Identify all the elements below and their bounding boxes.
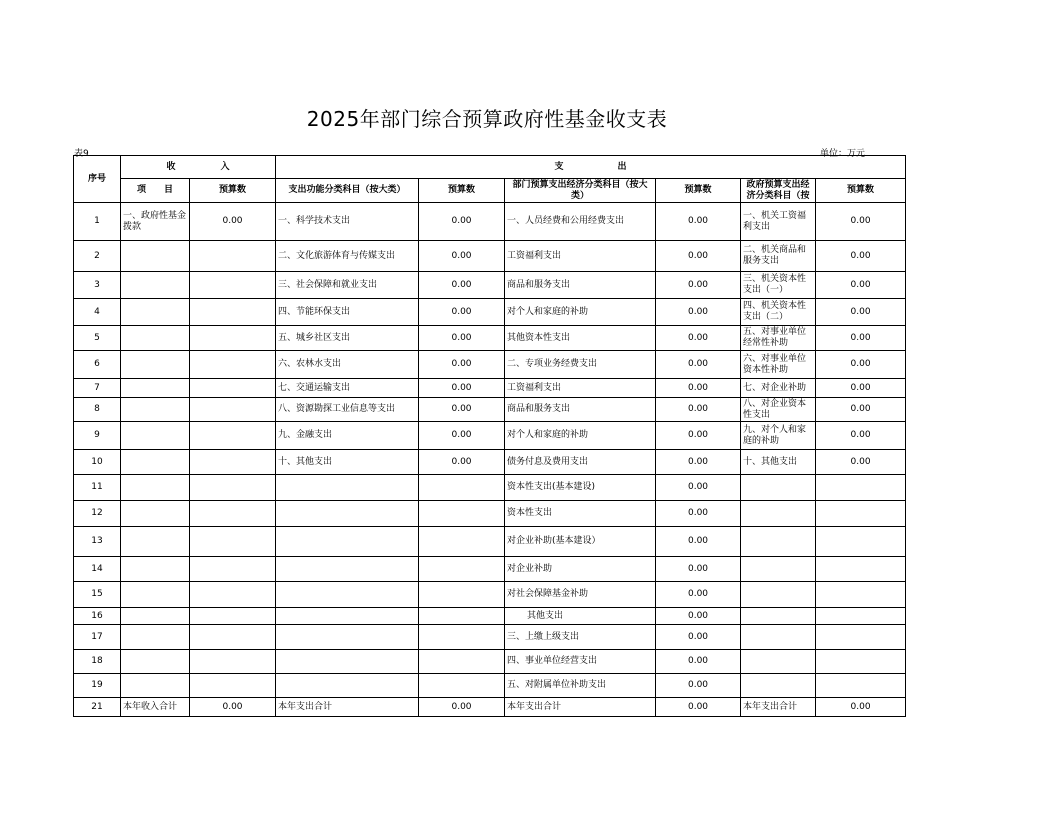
seq-cell: 1 [74, 203, 121, 241]
gov-item-cell [741, 527, 816, 557]
func-item-cell: 九、金融支出 [276, 422, 419, 450]
dept-amount-cell: 0.00 [656, 241, 741, 272]
table-row [74, 398, 906, 422]
income-item-cell [121, 299, 190, 326]
dept-amount-cell: 0.00 [656, 650, 741, 674]
dept-item-cell: 三、上缴上级支出 [505, 625, 656, 650]
func-item-cell [276, 608, 419, 625]
gov-amount-cell [816, 501, 906, 527]
table-row [74, 527, 906, 557]
income-amount-cell [190, 379, 276, 398]
dept-amount-cell: 0.00 [656, 398, 741, 422]
gov-item-cell: 二、机关商品和服务支出 [741, 241, 816, 272]
dept-amount-cell: 0.00 [656, 625, 741, 650]
income-amount-cell [190, 650, 276, 674]
income-item-cell [121, 398, 190, 422]
dept-item-cell: 工资福利支出 [505, 241, 656, 272]
func-item-cell [276, 501, 419, 527]
gov-amount-cell [816, 625, 906, 650]
func-item-cell [276, 475, 419, 501]
table-row [74, 351, 906, 379]
budget-table [73, 155, 906, 717]
table-row [74, 299, 906, 326]
income-amount-cell [190, 625, 276, 650]
seq-cell: 15 [74, 582, 121, 608]
income-item-cell [121, 674, 190, 698]
table-row [74, 608, 906, 625]
table-row [74, 557, 906, 582]
seq-cell: 5 [74, 326, 121, 351]
gov-amount-cell [816, 608, 906, 625]
dept-item-cell: 四、事业单位经营支出 [505, 650, 656, 674]
gov-amount-cell: 0.00 [816, 422, 906, 450]
table-row [74, 698, 906, 717]
gov-item-cell: 八、对企业资本性支出 [741, 398, 816, 422]
func-amount-cell: 0.00 [419, 422, 505, 450]
seq-cell: 17 [74, 625, 121, 650]
gov-amount-cell: 0.00 [816, 326, 906, 351]
gov-item-cell: 十、其他支出 [741, 450, 816, 475]
income-amount-cell [190, 608, 276, 625]
income-amount-cell [190, 501, 276, 527]
func-amount-cell [419, 475, 505, 501]
func-class-header: 支出功能分类科目（按大类） [276, 179, 419, 203]
table-row [74, 422, 906, 450]
seq-cell: 7 [74, 379, 121, 398]
gov-amount-cell [816, 475, 906, 501]
income-item-cell [121, 351, 190, 379]
func-amount-cell: 0.00 [419, 398, 505, 422]
gov-item-cell: 四、机关资本性支出（二） [741, 299, 816, 326]
income-item-cell [121, 379, 190, 398]
dept-item-cell: 资本性支出 [505, 501, 656, 527]
func-item-cell: 本年支出合计 [276, 698, 419, 717]
func-amount-cell: 0.00 [419, 241, 505, 272]
func-item-cell: 一、科学技术支出 [276, 203, 419, 241]
gov-amount-cell: 0.00 [816, 299, 906, 326]
table-row [74, 379, 906, 398]
gov-amount-cell [816, 527, 906, 557]
func-budget-header: 预算数 [419, 179, 505, 203]
dept-amount-cell: 0.00 [656, 527, 741, 557]
func-item-cell: 二、文化旅游体育与传媒支出 [276, 241, 419, 272]
unit-label: 单位：万元 [820, 149, 866, 159]
income-item-cell [121, 326, 190, 351]
dept-amount-cell: 0.00 [656, 608, 741, 625]
dept-item-cell: 债务付息及费用支出 [505, 450, 656, 475]
seq-cell: 3 [74, 272, 121, 299]
income-amount-cell [190, 272, 276, 299]
dept-budget-header: 预算数 [656, 179, 741, 203]
gov-item-cell: 六、对事业单位资本性补助 [741, 351, 816, 379]
dept-item-cell: 对企业补助(基本建设） [505, 527, 656, 557]
income-amount-cell [190, 326, 276, 351]
dept-econ-header: 部门预算支出经济分类科目（按大类） [505, 179, 656, 203]
income-item-cell [121, 422, 190, 450]
income-item-cell [121, 608, 190, 625]
seq-cell: 4 [74, 299, 121, 326]
income-item-cell: 本年收入合计 [121, 698, 190, 717]
income-item-cell [121, 625, 190, 650]
income-item-cell [121, 241, 190, 272]
income-amount-cell [190, 674, 276, 698]
gov-item-cell: 九、对个人和家庭的补助 [741, 422, 816, 450]
income-item-cell [121, 501, 190, 527]
dept-amount-cell: 0.00 [656, 557, 741, 582]
func-item-cell [276, 625, 419, 650]
gov-amount-cell: 0.00 [816, 379, 906, 398]
expense-group-header: 支 出 [276, 156, 906, 179]
gov-amount-cell: 0.00 [816, 398, 906, 422]
table-row [74, 241, 906, 272]
dept-item-cell: 二、专项业务经费支出 [505, 351, 656, 379]
dept-item-cell: 资本性支出(基本建设) [505, 475, 656, 501]
dept-item-cell: 一、人员经费和公用经费支出 [505, 203, 656, 241]
gov-amount-cell [816, 650, 906, 674]
func-amount-cell: 0.00 [419, 299, 505, 326]
dept-item-cell: 商品和服务支出 [505, 272, 656, 299]
gov-item-cell: 本年支出合计 [741, 698, 816, 717]
func-item-cell: 五、城乡社区支出 [276, 326, 419, 351]
dept-amount-cell: 0.00 [656, 698, 741, 717]
table-row [74, 450, 906, 475]
income-budget-header: 预算数 [190, 179, 276, 203]
gov-amount-cell: 0.00 [816, 450, 906, 475]
gov-item-cell [741, 557, 816, 582]
func-amount-cell: 0.00 [419, 272, 505, 299]
table-row [74, 326, 906, 351]
gov-item-cell: 五、对事业单位经常性补助 [741, 326, 816, 351]
income-amount-cell [190, 582, 276, 608]
dept-item-cell: 其他支出 [505, 608, 656, 625]
dept-amount-cell: 0.00 [656, 674, 741, 698]
income-group-header: 收 入 [121, 156, 276, 179]
seq-cell: 13 [74, 527, 121, 557]
func-amount-cell [419, 527, 505, 557]
func-amount-cell [419, 650, 505, 674]
seq-cell: 6 [74, 351, 121, 379]
func-item-cell: 七、交通运输支出 [276, 379, 419, 398]
seq-cell: 10 [74, 450, 121, 475]
dept-amount-cell: 0.00 [656, 450, 741, 475]
dept-item-cell: 工资福利支出 [505, 379, 656, 398]
table-row [74, 203, 906, 241]
func-item-cell: 三、社会保障和就业支出 [276, 272, 419, 299]
func-item-cell [276, 527, 419, 557]
income-amount-cell [190, 351, 276, 379]
func-amount-cell [419, 625, 505, 650]
gov-amount-cell: 0.00 [816, 351, 906, 379]
func-amount-cell: 0.00 [419, 450, 505, 475]
dept-item-cell: 对个人和家庭的补助 [505, 299, 656, 326]
func-amount-cell [419, 608, 505, 625]
gov-amount-cell: 0.00 [816, 203, 906, 241]
gov-item-cell [741, 650, 816, 674]
gov-amount-cell: 0.00 [816, 272, 906, 299]
func-amount-cell: 0.00 [419, 203, 505, 241]
gov-item-cell: 三、机关资本性支出（一） [741, 272, 816, 299]
income-item-cell [121, 475, 190, 501]
dept-amount-cell: 0.00 [656, 422, 741, 450]
table-row [74, 674, 906, 698]
func-amount-cell: 0.00 [419, 698, 505, 717]
dept-amount-cell: 0.00 [656, 501, 741, 527]
gov-amount-cell: 0.00 [816, 241, 906, 272]
income-amount-cell [190, 299, 276, 326]
income-amount-cell [190, 557, 276, 582]
table-row [74, 475, 906, 501]
table-body [74, 203, 906, 717]
income-item-cell [121, 527, 190, 557]
income-amount-cell [190, 422, 276, 450]
gov-item-cell [741, 475, 816, 501]
gov-item-cell [741, 608, 816, 625]
income-item-cell [121, 650, 190, 674]
dept-item-cell: 本年支出合计 [505, 698, 656, 717]
func-amount-cell [419, 501, 505, 527]
dept-amount-cell: 0.00 [656, 475, 741, 501]
seq-cell: 2 [74, 241, 121, 272]
gov-item-cell: 一、机关工资福利支出 [741, 203, 816, 241]
dept-item-cell: 对企业补助 [505, 557, 656, 582]
dept-amount-cell: 0.00 [656, 326, 741, 351]
gov-amount-cell [816, 582, 906, 608]
table-number: 表9 [74, 149, 89, 159]
dept-amount-cell: 0.00 [656, 351, 741, 379]
page-title: 2025年部门综合预算政府性基金收支表 [306, 107, 668, 131]
seq-cell: 8 [74, 398, 121, 422]
gov-item-cell [741, 625, 816, 650]
table-row [74, 650, 906, 674]
gov-item-cell [741, 674, 816, 698]
dept-item-cell: 其他资本性支出 [505, 326, 656, 351]
table-row [74, 625, 906, 650]
income-amount-cell: 0.00 [190, 698, 276, 717]
seq-cell: 21 [74, 698, 121, 717]
header-row-2 [74, 179, 906, 203]
func-item-cell: 八、资源勘探工业信息等支出 [276, 398, 419, 422]
seq-cell: 9 [74, 422, 121, 450]
dept-amount-cell: 0.00 [656, 379, 741, 398]
func-item-cell [276, 650, 419, 674]
func-amount-cell: 0.00 [419, 326, 505, 351]
gov-amount-cell [816, 557, 906, 582]
gov-econ-header: 政府预算支出经济分类科目（按 [741, 179, 816, 203]
dept-amount-cell: 0.00 [656, 582, 741, 608]
func-amount-cell [419, 582, 505, 608]
gov-item-cell: 七、对企业补助 [741, 379, 816, 398]
dept-item-cell: 对个人和家庭的补助 [505, 422, 656, 450]
header-row-1 [74, 156, 906, 179]
income-amount-cell [190, 450, 276, 475]
func-item-cell: 四、节能环保支出 [276, 299, 419, 326]
income-item-header: 项 目 [121, 179, 190, 203]
income-amount-cell: 0.00 [190, 203, 276, 241]
income-amount-cell [190, 475, 276, 501]
seq-cell: 12 [74, 501, 121, 527]
seq-cell: 18 [74, 650, 121, 674]
seq-cell: 14 [74, 557, 121, 582]
table-row [74, 272, 906, 299]
func-amount-cell [419, 674, 505, 698]
income-amount-cell [190, 527, 276, 557]
dept-item-cell: 对社会保障基金补助 [505, 582, 656, 608]
seq-cell: 11 [74, 475, 121, 501]
dept-amount-cell: 0.00 [656, 272, 741, 299]
table-row [74, 582, 906, 608]
dept-item-cell: 商品和服务支出 [505, 398, 656, 422]
func-item-cell [276, 582, 419, 608]
income-amount-cell [190, 398, 276, 422]
gov-item-cell [741, 582, 816, 608]
income-item-cell [121, 582, 190, 608]
func-item-cell: 六、农林水支出 [276, 351, 419, 379]
gov-amount-cell: 0.00 [816, 698, 906, 717]
func-item-cell: 十、其他支出 [276, 450, 419, 475]
income-item-cell [121, 557, 190, 582]
table-row [74, 501, 906, 527]
seq-cell: 16 [74, 608, 121, 625]
func-amount-cell: 0.00 [419, 351, 505, 379]
func-amount-cell: 0.00 [419, 379, 505, 398]
income-amount-cell [190, 241, 276, 272]
gov-amount-cell [816, 674, 906, 698]
func-amount-cell [419, 557, 505, 582]
income-item-cell [121, 272, 190, 299]
income-item-cell: 一、政府性基金拨款 [121, 203, 190, 241]
seq-cell: 19 [74, 674, 121, 698]
income-item-cell [121, 450, 190, 475]
func-item-cell [276, 557, 419, 582]
seq-header: 序号 [74, 156, 121, 203]
gov-item-cell [741, 501, 816, 527]
func-item-cell [276, 674, 419, 698]
gov-budget-header: 预算数 [816, 179, 906, 203]
dept-amount-cell: 0.00 [656, 203, 741, 241]
dept-amount-cell: 0.00 [656, 299, 741, 326]
dept-item-cell: 五、对附属单位补助支出 [505, 674, 656, 698]
